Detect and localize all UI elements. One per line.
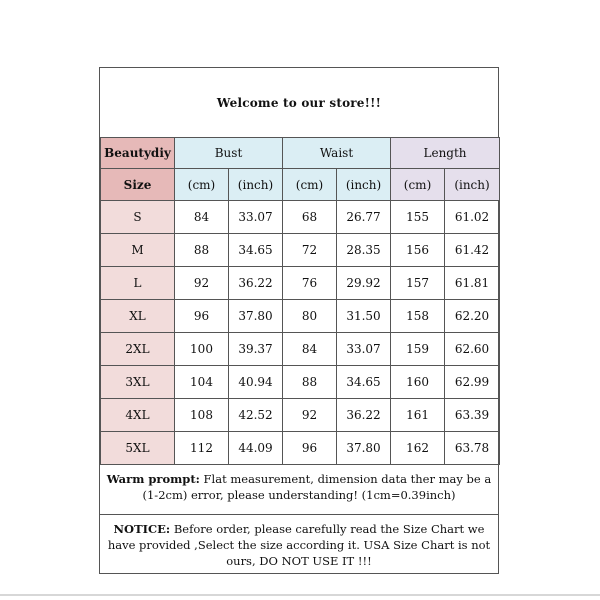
- value-cell: 160: [391, 366, 445, 399]
- value-cell: 29.92: [337, 267, 391, 300]
- table-row: [101, 432, 500, 465]
- value-cell: 156: [391, 234, 445, 267]
- size-label-cell: 3XL: [101, 366, 175, 399]
- value-cell: 39.37: [229, 333, 283, 366]
- value-cell: 158: [391, 300, 445, 333]
- value-cell: 40.94: [229, 366, 283, 399]
- table-row: [101, 399, 500, 432]
- value-cell: 62.60: [445, 333, 500, 366]
- warm-prompt-text: Flat measurement, dimension data ther may be a (1-2cm) error, please understanding! (1cm=0.39inch): [142, 472, 492, 502]
- warm-prompt: [100, 468, 498, 514]
- value-cell: 80: [283, 300, 337, 333]
- bust-header: Bust: [175, 138, 283, 169]
- table-row: [101, 267, 500, 300]
- value-cell: 36.22: [229, 267, 283, 300]
- value-cell: 44.09: [229, 432, 283, 465]
- value-cell: 84: [175, 201, 229, 234]
- value-cell: 92: [175, 267, 229, 300]
- unit-cell: (inch): [337, 169, 391, 201]
- value-cell: 72: [283, 234, 337, 267]
- welcome-title: Welcome to our store!!!: [216, 96, 382, 110]
- header-row-units: [101, 169, 500, 201]
- table-row: [101, 366, 500, 399]
- table-row: [101, 300, 500, 333]
- value-cell: 68: [283, 201, 337, 234]
- unit-cell: (cm): [283, 169, 337, 201]
- value-cell: 104: [175, 366, 229, 399]
- value-cell: 108: [175, 399, 229, 432]
- value-cell: 100: [175, 333, 229, 366]
- size-header: Size: [101, 169, 175, 201]
- value-cell: 37.80: [337, 432, 391, 465]
- size-label-cell: L: [101, 267, 175, 300]
- size-label-cell: M: [101, 234, 175, 267]
- table-row: [101, 201, 500, 234]
- length-header: Length: [391, 138, 500, 169]
- value-cell: 31.50: [337, 300, 391, 333]
- value-cell: 36.22: [337, 399, 391, 432]
- size-label-cell: 2XL: [101, 333, 175, 366]
- table-row: [101, 333, 500, 366]
- value-cell: 157: [391, 267, 445, 300]
- warm-prompt-label: Warm prompt:: [106, 472, 200, 486]
- value-cell: 76: [283, 267, 337, 300]
- value-cell: 34.65: [337, 366, 391, 399]
- value-cell: 63.78: [445, 432, 500, 465]
- value-cell: 33.07: [337, 333, 391, 366]
- value-cell: 96: [283, 432, 337, 465]
- value-cell: 33.07: [229, 201, 283, 234]
- size-label-cell: XL: [101, 300, 175, 333]
- waist-header: Waist: [283, 138, 391, 169]
- value-cell: 92: [283, 399, 337, 432]
- value-cell: 28.35: [337, 234, 391, 267]
- value-cell: 37.80: [229, 300, 283, 333]
- value-cell: 61.42: [445, 234, 500, 267]
- unit-cell: (inch): [445, 169, 500, 201]
- value-cell: 162: [391, 432, 445, 465]
- unit-cell: (cm): [391, 169, 445, 201]
- value-cell: 61.02: [445, 201, 500, 234]
- value-cell: 63.39: [445, 399, 500, 432]
- value-cell: 62.99: [445, 366, 500, 399]
- table-row: [101, 234, 500, 267]
- value-cell: 34.65: [229, 234, 283, 267]
- notice: [100, 514, 498, 569]
- value-cell: 161: [391, 399, 445, 432]
- value-cell: 96: [175, 300, 229, 333]
- size-label-cell: S: [101, 201, 175, 234]
- value-cell: 155: [391, 201, 445, 234]
- brand-cell: Beautydiy: [101, 138, 175, 169]
- unit-cell: (inch): [229, 169, 283, 201]
- value-cell: 159: [391, 333, 445, 366]
- size-chart-sheet: [99, 67, 499, 574]
- value-cell: 61.81: [445, 267, 500, 300]
- unit-cell: (cm): [175, 169, 229, 201]
- value-cell: 26.77: [337, 201, 391, 234]
- value-cell: 88: [283, 366, 337, 399]
- divider: [0, 594, 600, 596]
- notes: [100, 468, 498, 569]
- value-cell: 112: [175, 432, 229, 465]
- value-cell: 84: [283, 333, 337, 366]
- value-cell: 42.52: [229, 399, 283, 432]
- size-label-cell: 4XL: [101, 399, 175, 432]
- notice-label: NOTICE:: [113, 522, 171, 536]
- size-label-cell: 5XL: [101, 432, 175, 465]
- size-table: [100, 137, 500, 465]
- value-cell: 88: [175, 234, 229, 267]
- value-cell: 62.20: [445, 300, 500, 333]
- header-row-groups: [101, 138, 500, 169]
- notice-text: Before order, please carefully read the Size Chart we have provided ,Select the size according it. USA Size Chart is not ours, DO NOT USE IT !!!: [107, 522, 491, 568]
